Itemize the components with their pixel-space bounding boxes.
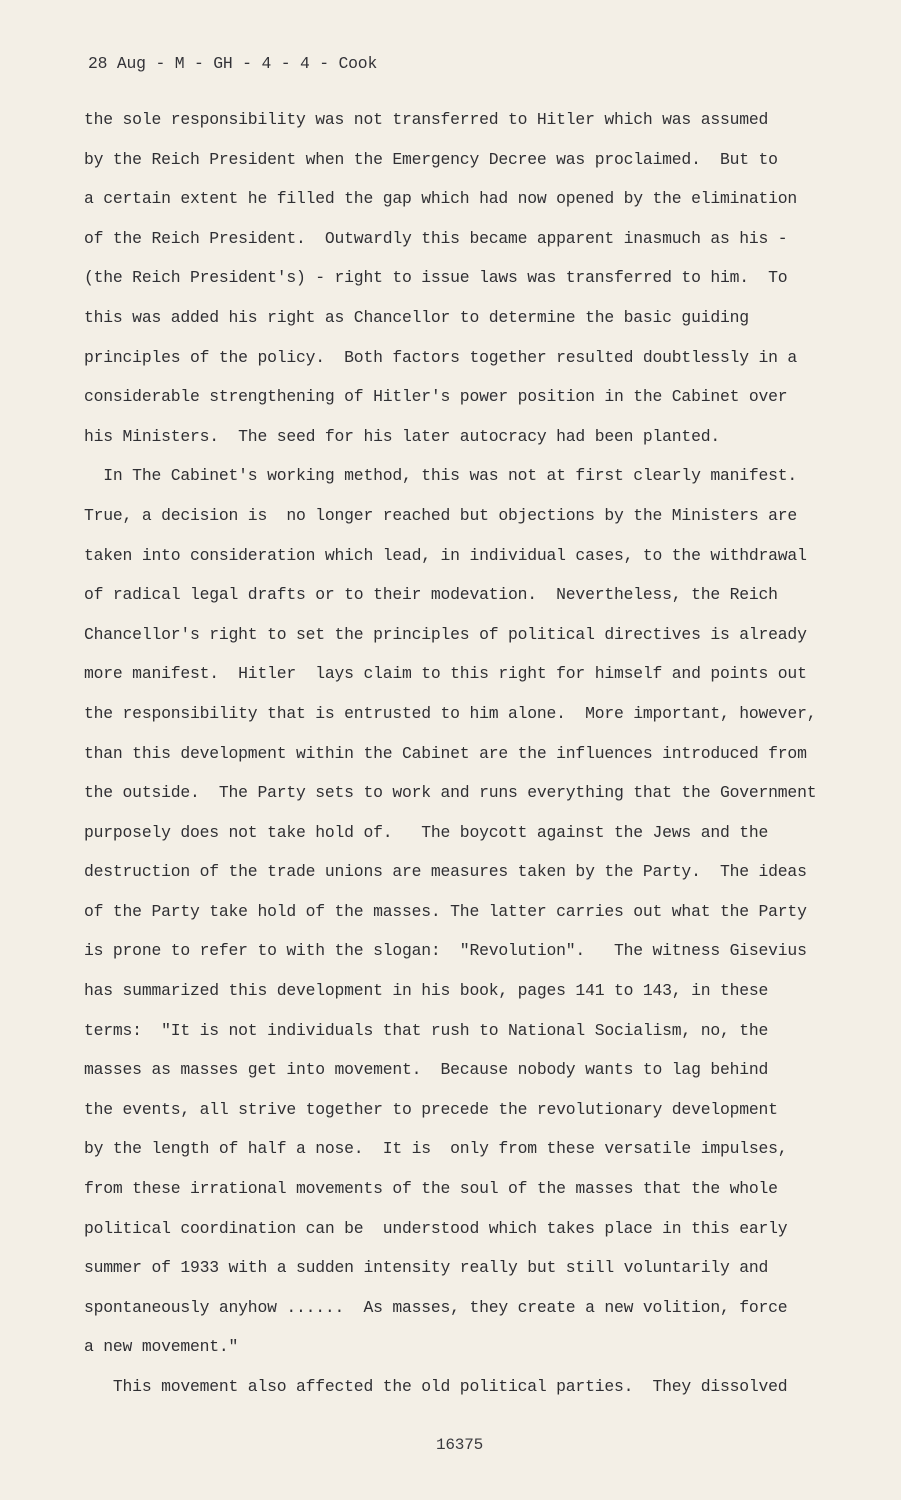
text-line: True, a decision is no longer reached but objections by the Ministers are xyxy=(84,505,798,525)
text-line: This movement also affected the old political parties. They dissolved xyxy=(84,1377,788,1396)
text-line: In The Cabinet's working method, this was not at first clearly manifest. xyxy=(84,466,798,486)
text-line: his Ministers. The seed for his later autocracy had been planted. xyxy=(84,426,720,446)
text-line: than this development within the Cabinet are the influences introduced from xyxy=(84,743,807,763)
text-line: considerable strengthening of Hitler's power position in the Cabinet over xyxy=(84,387,788,407)
text-line: a new movement." xyxy=(84,1337,239,1357)
text-line: taken into consideration which lead, in individual cases, to the withdrawal xyxy=(84,545,807,565)
document-header-reference: 28 Aug - M - GH - 4 - 4 - Cook xyxy=(88,54,378,73)
text-line: summer of 1933 with a sudden intensity really but still voluntarily and xyxy=(84,1258,769,1278)
text-line: terms: "It is not individuals that rush to National Socialism, no, the xyxy=(84,1020,769,1040)
text-line: of the Party take hold of the masses. The latter carries out what the Party xyxy=(84,901,807,921)
text-line: Chancellor's right to set the principles of political directives is already xyxy=(84,624,807,644)
text-line: spontaneously anyhow ...... As masses, they create a new volition, force xyxy=(84,1297,788,1317)
text-line: this was added his right as Chancellor to determine the basic guiding xyxy=(84,307,749,327)
text-line: the sole responsibility was not transferred to Hitler which was assumed xyxy=(84,110,769,129)
page-number: 16375 xyxy=(436,1436,484,1454)
text-line: political coordination can be understood which takes place in this early xyxy=(84,1218,788,1238)
text-line: is prone to refer to with the slogan: "Revolution". The witness Gisevius xyxy=(84,941,807,961)
text-line: purposely does not take hold of. The boycott against the Jews and the xyxy=(84,822,769,842)
text-line: destruction of the trade unions are measures taken by the Party. The ideas xyxy=(84,862,807,882)
text-line: masses as masses get into movement. Because nobody wants to lag behind xyxy=(84,1060,769,1080)
text-line: of radical legal drafts or to their modevation. Nevertheless, the Reich xyxy=(84,585,778,605)
text-line: by the length of half a nose. It is only from these versatile impulses, xyxy=(84,1139,788,1159)
text-line: the events, all strive together to precede the revolutionary development xyxy=(84,1099,778,1119)
document-body xyxy=(84,110,844,1417)
text-line: a certain extent he filled the gap which had now opened by the elimination xyxy=(84,189,798,209)
text-line: principles of the policy. Both factors together resulted doubtlessly in a xyxy=(84,347,798,367)
text-line: by the Reich President when the Emergency Decree was proclaimed. But to xyxy=(84,149,778,169)
text-line: of the Reich President. Outwardly this became apparent inasmuch as his - xyxy=(84,228,788,248)
text-line: has summarized this development in his book, pages 141 to 143, in these xyxy=(84,981,769,1001)
text-line: more manifest. Hitler lays claim to this right for himself and points out xyxy=(84,664,807,684)
text-line: the responsibility that is entrusted to him alone. More important, however, xyxy=(84,703,817,723)
text-line: (the Reich President's) - right to issue laws was transferred to him. To xyxy=(84,268,788,288)
text-line: from these irrational movements of the soul of the masses that the whole xyxy=(84,1179,778,1199)
text-line: the outside. The Party sets to work and runs everything that the Government xyxy=(84,783,817,803)
